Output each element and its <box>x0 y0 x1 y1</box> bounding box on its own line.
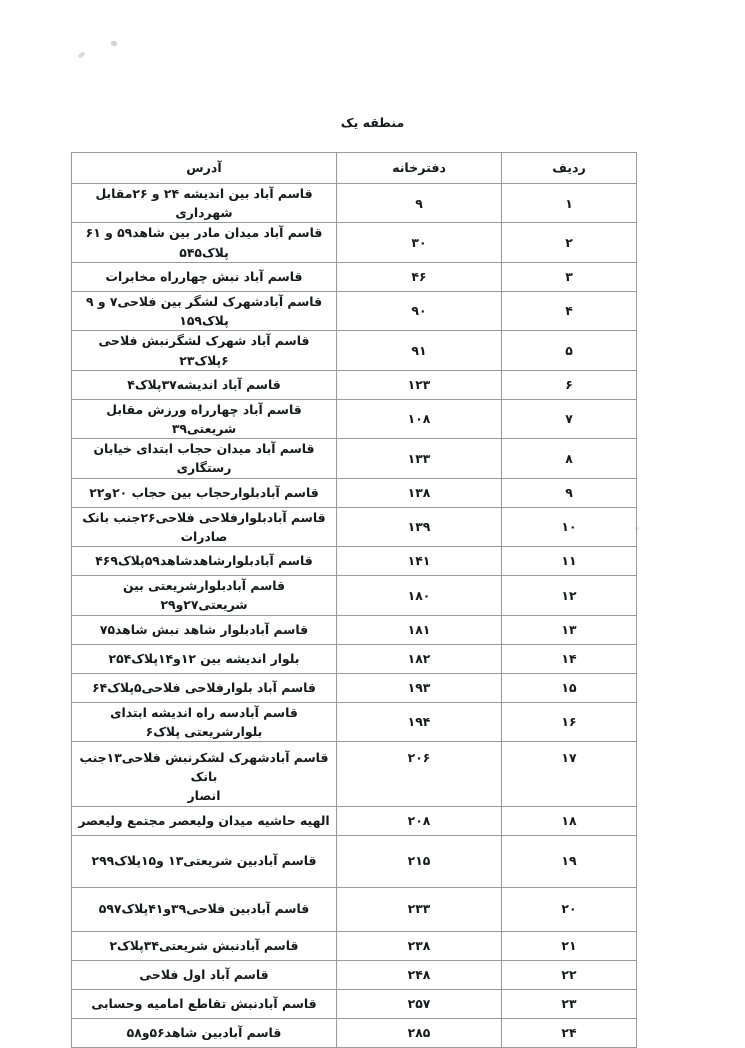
cell-address: قاسم آبادبلوارفلاحی فلاحی۲۶جنب بانک صادرات <box>72 507 337 546</box>
cell-address: قاسم آبادبین فلاحی۳۹و۴۱پلاک۵۹۷ <box>72 887 337 931</box>
cell-address: قاسم آباد اندیشه۳۷پلاک۴ <box>72 370 337 399</box>
region-table-container <box>72 152 637 1048</box>
table-header <box>72 153 637 184</box>
cell-daftarkhaneh: ۹ <box>337 184 502 223</box>
table-row <box>72 547 637 576</box>
cell-daftarkhaneh: ۲۳۸ <box>337 931 502 960</box>
cell-daftarkhaneh: ۱۳۳ <box>337 439 502 478</box>
table-row <box>72 291 637 330</box>
cell-daftarkhaneh: ۱۳۸ <box>337 478 502 507</box>
table-row <box>72 576 637 615</box>
cell-daftarkhaneh: ۲۸۵ <box>337 1018 502 1047</box>
cell-daftarkhaneh: ۹۰ <box>337 291 502 330</box>
cell-radif: ۱۸ <box>502 806 637 835</box>
cell-address: قاسم آباد بین اندیشه ۲۴ و ۲۶مقابل شهرداری <box>72 184 337 223</box>
cell-daftarkhaneh: ۱۳۹ <box>337 507 502 546</box>
column-header-address: آدرس <box>72 153 337 184</box>
table-row <box>72 960 637 989</box>
table-row <box>72 835 637 887</box>
column-header-radif: ردیف <box>502 153 637 184</box>
table-row <box>72 370 637 399</box>
table-row <box>72 702 637 741</box>
cell-address-line-2: انصار <box>187 788 221 804</box>
cell-address: قاسم آبادبلوارشاهدشاهد۵۹پلاک۴۶۹ <box>72 547 337 576</box>
table-row <box>72 1018 637 1047</box>
cell-radif: ۲۱ <box>502 931 637 960</box>
table-row <box>72 478 637 507</box>
table-row <box>72 644 637 673</box>
cell-address-line-1: قاسم آبادشهرک لشکرنبش فلاحی۱۳جنب بانک <box>79 749 329 785</box>
cell-address: قاسم آباد اول فلاحی <box>72 960 337 989</box>
cell-address: قاسم آباد میدان حجاب ابتدای خیابان رستگاری <box>72 439 337 478</box>
cell-address: قاسم آباد بلوارفلاحی فلاحی۵پلاک۶۴ <box>72 673 337 702</box>
table-row <box>72 615 637 644</box>
cell-daftarkhaneh: ۱۴۱ <box>337 547 502 576</box>
cell-address: قاسم آبادبلوار شاهد نبش شاهد۷۵ <box>72 615 337 644</box>
cell-daftarkhaneh: ۱۹۳ <box>337 673 502 702</box>
cell-radif: ۱۹ <box>502 835 637 887</box>
cell-address: قاسم آبادسه راه اندیشه ابتدای بلوارشریعتی پلاک۶ <box>72 702 337 741</box>
table-row <box>72 887 637 931</box>
cell-daftarkhaneh: ۲۳۳ <box>337 887 502 931</box>
cell-radif: ۲۲ <box>502 960 637 989</box>
cell-address: الهیه حاشیه میدان ولیعصر مجتمع ولیعصر <box>72 806 337 835</box>
cell-daftarkhaneh: ۱۸۰ <box>337 576 502 615</box>
scan-artifact-speck <box>78 51 86 58</box>
cell-daftarkhaneh: ۲۰۶ <box>337 741 502 806</box>
cell-daftarkhaneh: ۲۵۷ <box>337 989 502 1018</box>
cell-address: قاسم آبادبین شاهد۵۶و۵۸ <box>72 1018 337 1047</box>
cell-radif: ۱۰ <box>502 507 637 546</box>
cell-address: قاسم آبادشهرک لشگر بین فلاحی۷ و ۹ پلاک۱۵۹ <box>72 291 337 330</box>
cell-daftarkhaneh: ۱۰۸ <box>337 399 502 438</box>
cell-daftarkhaneh: ۲۱۵ <box>337 835 502 887</box>
cell-radif: ۷ <box>502 399 637 438</box>
table-row <box>72 439 637 478</box>
cell-address: قاسم آبادبین شریعتی۱۳ و۱۵پلاک۲۹۹ <box>72 835 337 887</box>
table-row <box>72 223 637 262</box>
column-header-daftarkhaneh: دفترخانه <box>337 153 502 184</box>
cell-address: بلوار اندیشه بین ۱۲و۱۴پلاک۲۵۴ <box>72 644 337 673</box>
cell-radif: ۸ <box>502 439 637 478</box>
cell-address: قاسم آبادبلوارحجاب بین حجاب ۲۰و۲۲ <box>72 478 337 507</box>
cell-radif: ۱۵ <box>502 673 637 702</box>
cell-radif: ۲۳ <box>502 989 637 1018</box>
cell-daftarkhaneh: ۲۰۸ <box>337 806 502 835</box>
cell-radif: ۲ <box>502 223 637 262</box>
cell-address: قاسم آباد چهارراه ورزش مقابل شریعتی۳۹ <box>72 399 337 438</box>
cell-address: قاسم آباد میدان مادر بین شاهد۵۹ و ۶۱ پلاک۵۴۵ <box>72 223 337 262</box>
cell-radif: ۱۷ <box>502 741 637 806</box>
cell-daftarkhaneh: ۱۸۲ <box>337 644 502 673</box>
cell-radif: ۱۳ <box>502 615 637 644</box>
cell-address: قاسم آبادنبش تقاطع امامیه وحسابی <box>72 989 337 1018</box>
cell-daftarkhaneh: ۴۶ <box>337 262 502 291</box>
table-row <box>72 741 637 806</box>
cell-radif: ۱ <box>502 184 637 223</box>
cell-address: قاسم آباد شهرک لشگرنبش فلاحی ۶پلاک۲۳ <box>72 331 337 370</box>
cell-radif: ۱۲ <box>502 576 637 615</box>
table-row <box>72 184 637 223</box>
table-row <box>72 931 637 960</box>
table-body <box>72 184 637 1048</box>
cell-radif: ۶ <box>502 370 637 399</box>
table-row <box>72 989 637 1018</box>
cell-radif: ۳ <box>502 262 637 291</box>
cell-radif: ۲۴ <box>502 1018 637 1047</box>
cell-radif: ۱۴ <box>502 644 637 673</box>
cell-address <box>72 741 337 806</box>
cell-radif: ۱۶ <box>502 702 637 741</box>
cell-radif: ۴ <box>502 291 637 330</box>
table-row <box>72 399 637 438</box>
table-row <box>72 262 637 291</box>
cell-daftarkhaneh: ۱۸۱ <box>337 615 502 644</box>
table-row <box>72 507 637 546</box>
scan-artifact-speck <box>110 40 117 46</box>
table-row <box>72 673 637 702</box>
notary-offices-table <box>71 152 637 1048</box>
table-row <box>72 331 637 370</box>
cell-radif: ۲۰ <box>502 887 637 931</box>
cell-daftarkhaneh: ۱۲۳ <box>337 370 502 399</box>
table-row <box>72 806 637 835</box>
cell-daftarkhaneh: ۱۹۴ <box>337 702 502 741</box>
cell-address: قاسم آبادنبش شریعتی۳۴پلاک۲ <box>72 931 337 960</box>
table-header-row <box>72 153 637 184</box>
page-title: منطقه یک <box>340 115 405 130</box>
cell-daftarkhaneh: ۳۰ <box>337 223 502 262</box>
cell-address: قاسم آباد نبش چهارراه مخابرات <box>72 262 337 291</box>
cell-daftarkhaneh: ۲۴۸ <box>337 960 502 989</box>
cell-address: قاسم آبادبلوارشریعتی بین شریعتی۲۷و۲۹ <box>72 576 337 615</box>
cell-radif: ۹ <box>502 478 637 507</box>
cell-radif: ۱۱ <box>502 547 637 576</box>
cell-radif: ۵ <box>502 331 637 370</box>
cell-daftarkhaneh: ۹۱ <box>337 331 502 370</box>
